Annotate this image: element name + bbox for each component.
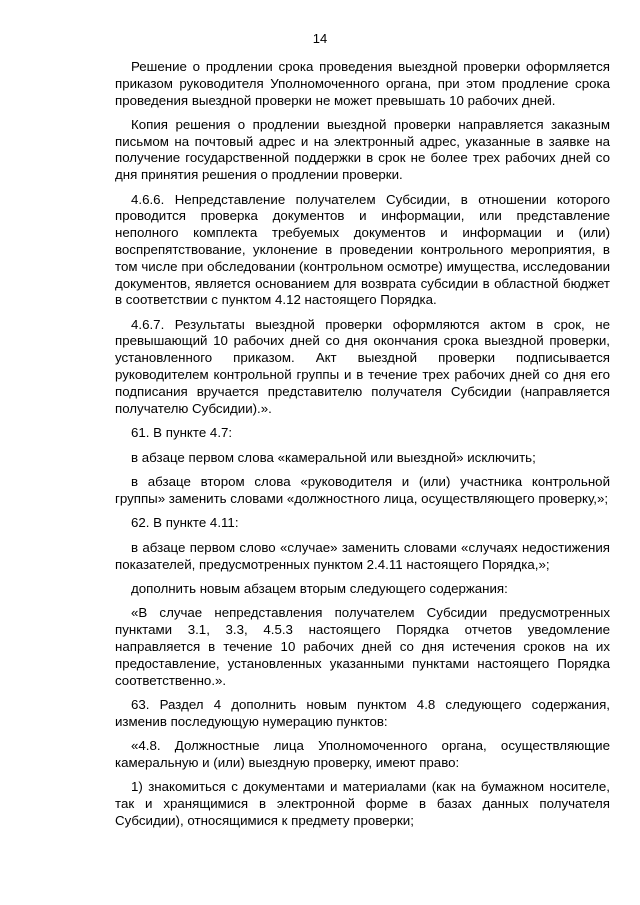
paragraph-4-7-first: в абзаце первом слова «камеральной или выездной» исключить; [131, 449, 536, 465]
paragraph-4-11-add: дополнить новым абзацем вторым следующего содержания: [131, 581, 508, 597]
paragraph-item-62: 62. В пункте 4.11: [131, 515, 239, 531]
paragraph-4-6-7: 4.6.7. Результаты выездной проверки оформляются актом в срок, не превышающий 10 рабочих дней со дня окончания срока выездной проверки, установленного приказом. Акт выездной проверки подписывается руководителем контрольной группы и в течение трех рабочих дней со дня его подписания вручается представителю получателя Субсидии (направляется получателю Субсидии).». [115, 316, 610, 416]
paragraph-4-8-right-1: 1) знакомиться с документами и материалами (как на бумажном носителе, так и хранящимися в электронной форме в базах данных получателя Субсидии), относящимися к предмету проверки; [115, 778, 610, 828]
paragraph-extension-copy: Копия решения о продлении выездной проверки направляется заказным письмом на почтовый адрес и на электронный адрес, указанные в заявке на получение государственной поддержки в срок не более трех рабочих дней со дня принятия решения о продлении проверки. [115, 116, 610, 183]
paragraph-4-6-6: 4.6.6. Непредставление получателем Субсидии, в отношении которого проводится проверка документов и информации, или представление неполного комплекта требуемых документов и информации и (или) воспрепятствование, уклонение в проведении контрольного мероприятия, в том числе при обследовании (контрольном осмотре) имущества, исследовании документов, является основанием для возврата субсидии в областной бюджет в соответствии с пунктом 4.12 настоящего Порядка. [115, 191, 610, 308]
paragraph-extension-decision: Решение о продлении срока проведения выездной проверки оформляется приказом руководителя Уполномоченного органа, при этом продление срока проведения выездной проверки не может превышать 10 рабочих дней. [115, 59, 610, 108]
paragraph-4-11-new-text: «В случае непредставления получателем Субсидии предусмотренных пунктами 3.1, 3.3, 4.5.3 настоящего Порядка отчетов уведомление направляется в течение 10 рабочих дней со дня истечения сроков на их предоставление, установленных указанными пунктами настоящего Порядка соответственно.». [115, 605, 610, 688]
paragraph-4-7-second: в абзаце втором слова «руководителя и (или) участника контрольной группы» заменить словами «должностного лица, осуществляющего проверку,»; [115, 474, 610, 506]
paragraph-4-8-intro: «4.8. Должностные лица Уполномоченного органа, осуществляющие камеральную и (или) выездную проверку, имеют право: [115, 737, 610, 770]
paragraph-item-61: 61. В пункте 4.7: [131, 424, 233, 440]
paragraph-item-63: 63. Раздел 4 дополнить новым пунктом 4.8 следующего содержания, изменив последующую нумерацию пунктов: [115, 696, 610, 729]
document-body [115, 59, 610, 837]
page-number: 14 [312, 31, 328, 46]
paragraph-4-11-first: в абзаце первом слово «случае» заменить словами «случаях недостижения показателей, предусмотренных пунктом 2.4.11 настоящего Порядка,»; [115, 539, 610, 572]
